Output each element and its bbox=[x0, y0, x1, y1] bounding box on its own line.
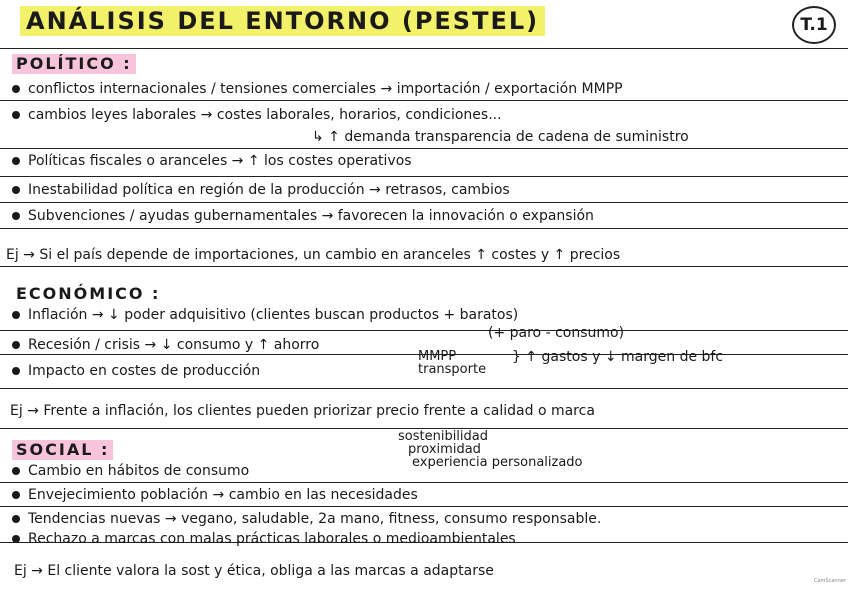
ahorro-note: (+ paro - consumo) bbox=[488, 325, 625, 341]
bullet-icon bbox=[12, 491, 20, 499]
bullet-icon bbox=[12, 515, 20, 523]
bullet-icon bbox=[12, 367, 20, 375]
bullet-icon bbox=[12, 212, 20, 220]
habitos-branches bbox=[398, 430, 583, 469]
section-heading-social: SOCIAL : bbox=[12, 440, 113, 460]
section-heading-politico: POLÍTICO : bbox=[12, 54, 136, 74]
ruled-line bbox=[0, 48, 848, 49]
branch-mmpp: MMPP bbox=[418, 349, 457, 364]
ruled-line bbox=[0, 100, 848, 101]
list-item: Cambio en hábitos de consumo bbox=[12, 462, 249, 480]
ruled-line bbox=[0, 506, 848, 507]
list-item: Tendencias nuevas → vegano, saludable, 2a mano, fitness, consumo responsable. bbox=[12, 510, 601, 528]
list-item: Recesión / crisis → ↓ consumo y ↑ ahorro bbox=[12, 336, 319, 354]
branch-sostenibilidad: sostenibilidad bbox=[398, 429, 489, 444]
topic-badge: T.1 bbox=[792, 6, 836, 44]
list-item: conflictos internacionales / tensiones comerciales → importación / exportación MMPP bbox=[12, 80, 623, 98]
ruled-line bbox=[0, 266, 848, 267]
list-item: Envejecimiento población → cambio en las necesidades bbox=[12, 486, 418, 504]
ruled-line bbox=[0, 176, 848, 177]
bullet-icon bbox=[12, 157, 20, 165]
branch-experiencia: experiencia personalizado bbox=[412, 455, 583, 470]
example-politico: Ej → Si el país depende de importaciones, un cambio en aranceles ↑ costes y ↑ precios bbox=[6, 247, 621, 263]
costes-branches bbox=[388, 350, 486, 376]
bullet-icon bbox=[12, 341, 20, 349]
ruled-line bbox=[0, 482, 848, 483]
list-item: Impacto en costes de producción bbox=[12, 362, 260, 380]
bullet-icon bbox=[12, 111, 20, 119]
section-heading-economico: ECONÓMICO : bbox=[16, 284, 161, 303]
bullet-icon bbox=[12, 85, 20, 93]
page-title: ANÁLISIS DEL ENTORNO (PESTEL) bbox=[20, 6, 545, 36]
list-item: Rechazo a marcas con malas prácticas laborales o medioambientales bbox=[12, 530, 516, 548]
ruled-line bbox=[0, 202, 848, 203]
example-economico: Ej → Frente a inflación, los clientes pueden priorizar precio frente a calidad o marca bbox=[10, 403, 595, 419]
scanner-stamp: CamScanner bbox=[814, 578, 846, 584]
list-item: Subvenciones / ayudas gubernamentales → favorecen la innovación o expansión bbox=[12, 207, 594, 225]
bullet-icon bbox=[12, 535, 20, 543]
ruled-line bbox=[0, 148, 848, 149]
branch-proximidad: proximidad bbox=[408, 442, 481, 457]
bullet-icon bbox=[12, 186, 20, 194]
list-item: Inflación → ↓ poder adquisitivo (clientes buscan productos + baratos) bbox=[12, 306, 518, 324]
list-item: Políticas fiscales o aranceles → ↑ los costes operativos bbox=[12, 152, 412, 170]
bullet-icon bbox=[12, 311, 20, 319]
list-item: Inestabilidad política en región de la producción → retrasos, cambios bbox=[12, 181, 510, 199]
ruled-line bbox=[0, 330, 848, 331]
list-item: cambios leyes laborales → costes laborales, horarios, condiciones... bbox=[12, 106, 502, 124]
ruled-line bbox=[0, 228, 848, 229]
ruled-line bbox=[0, 388, 848, 389]
list-item-subpoint: ↳ ↑ demanda transparencia de cadena de suministro bbox=[312, 129, 689, 145]
branch-transporte: transporte bbox=[418, 362, 487, 377]
costes-result: } ↑ gastos y ↓ margen de bfc bbox=[512, 349, 724, 365]
bullet-icon bbox=[12, 467, 20, 475]
example-social: Ej → El cliente valora la sost y ética, obliga a las marcas a adaptarse bbox=[14, 563, 494, 579]
